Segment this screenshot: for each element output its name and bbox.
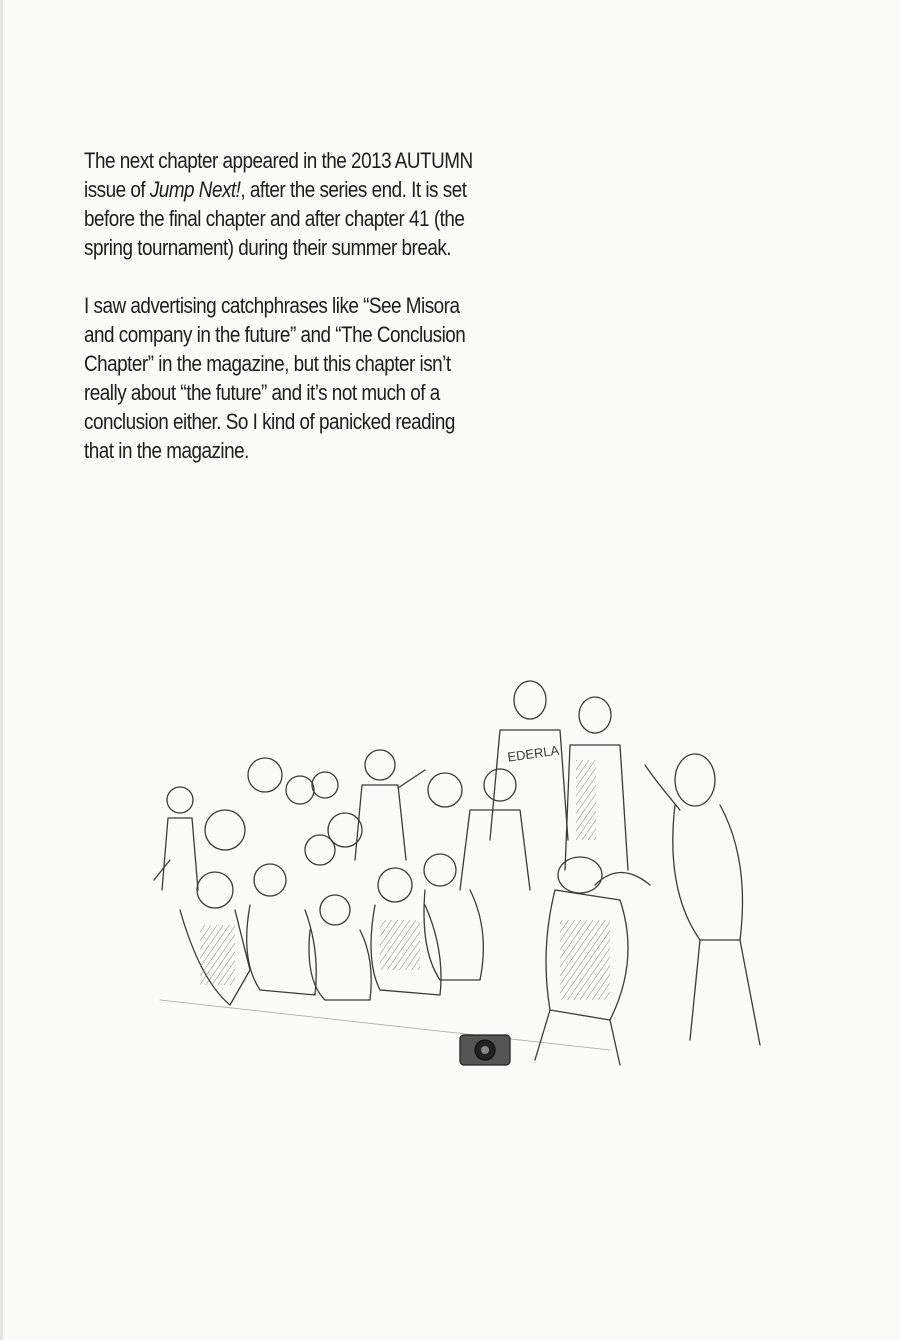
standing-director: [645, 754, 760, 1045]
text-line: The next chapter appeared in the 2013 AUTUMN: [84, 148, 473, 173]
text-line: before the final chapter and after chapter 41 (the: [84, 206, 465, 231]
text-line: really about “the future” and it’s not much of a: [84, 380, 440, 405]
group-photo-sketch: [140, 660, 820, 1130]
text-line: Chapter” in the magazine, but this chapter isn’t: [84, 351, 451, 376]
magazine-title: Jump Next!: [149, 177, 241, 202]
shirt-lettering: EDERLA: [506, 742, 561, 765]
standing-figure-left: [154, 787, 198, 890]
crouching-photographer: [535, 857, 650, 1065]
seated-group: [180, 810, 530, 1005]
text-line: that in the magazine.: [84, 438, 249, 463]
paragraph-2: [84, 291, 479, 465]
paragraph-1: [84, 146, 479, 262]
floor-line: [160, 1000, 610, 1050]
standing-figure-center: [355, 750, 425, 860]
text-line: conclusion either. So I kind of panicked reading: [84, 409, 455, 434]
camera-icon: [460, 1035, 510, 1065]
tall-figure-right: [565, 697, 628, 870]
text-line: [84, 175, 479, 204]
text-line: and company in the future” and “The Conclusion: [84, 322, 466, 347]
tall-figure: [490, 681, 568, 840]
text-line: spring tournament) during their summer break.: [84, 235, 452, 260]
afterword-text: [84, 146, 479, 465]
text-run: issue of: [84, 177, 150, 202]
text-line: I saw advertising catchphrases like “See Misora: [84, 293, 460, 318]
text-run: , after the series end. It is set: [240, 177, 467, 202]
page-edge: [0, 0, 3, 1340]
